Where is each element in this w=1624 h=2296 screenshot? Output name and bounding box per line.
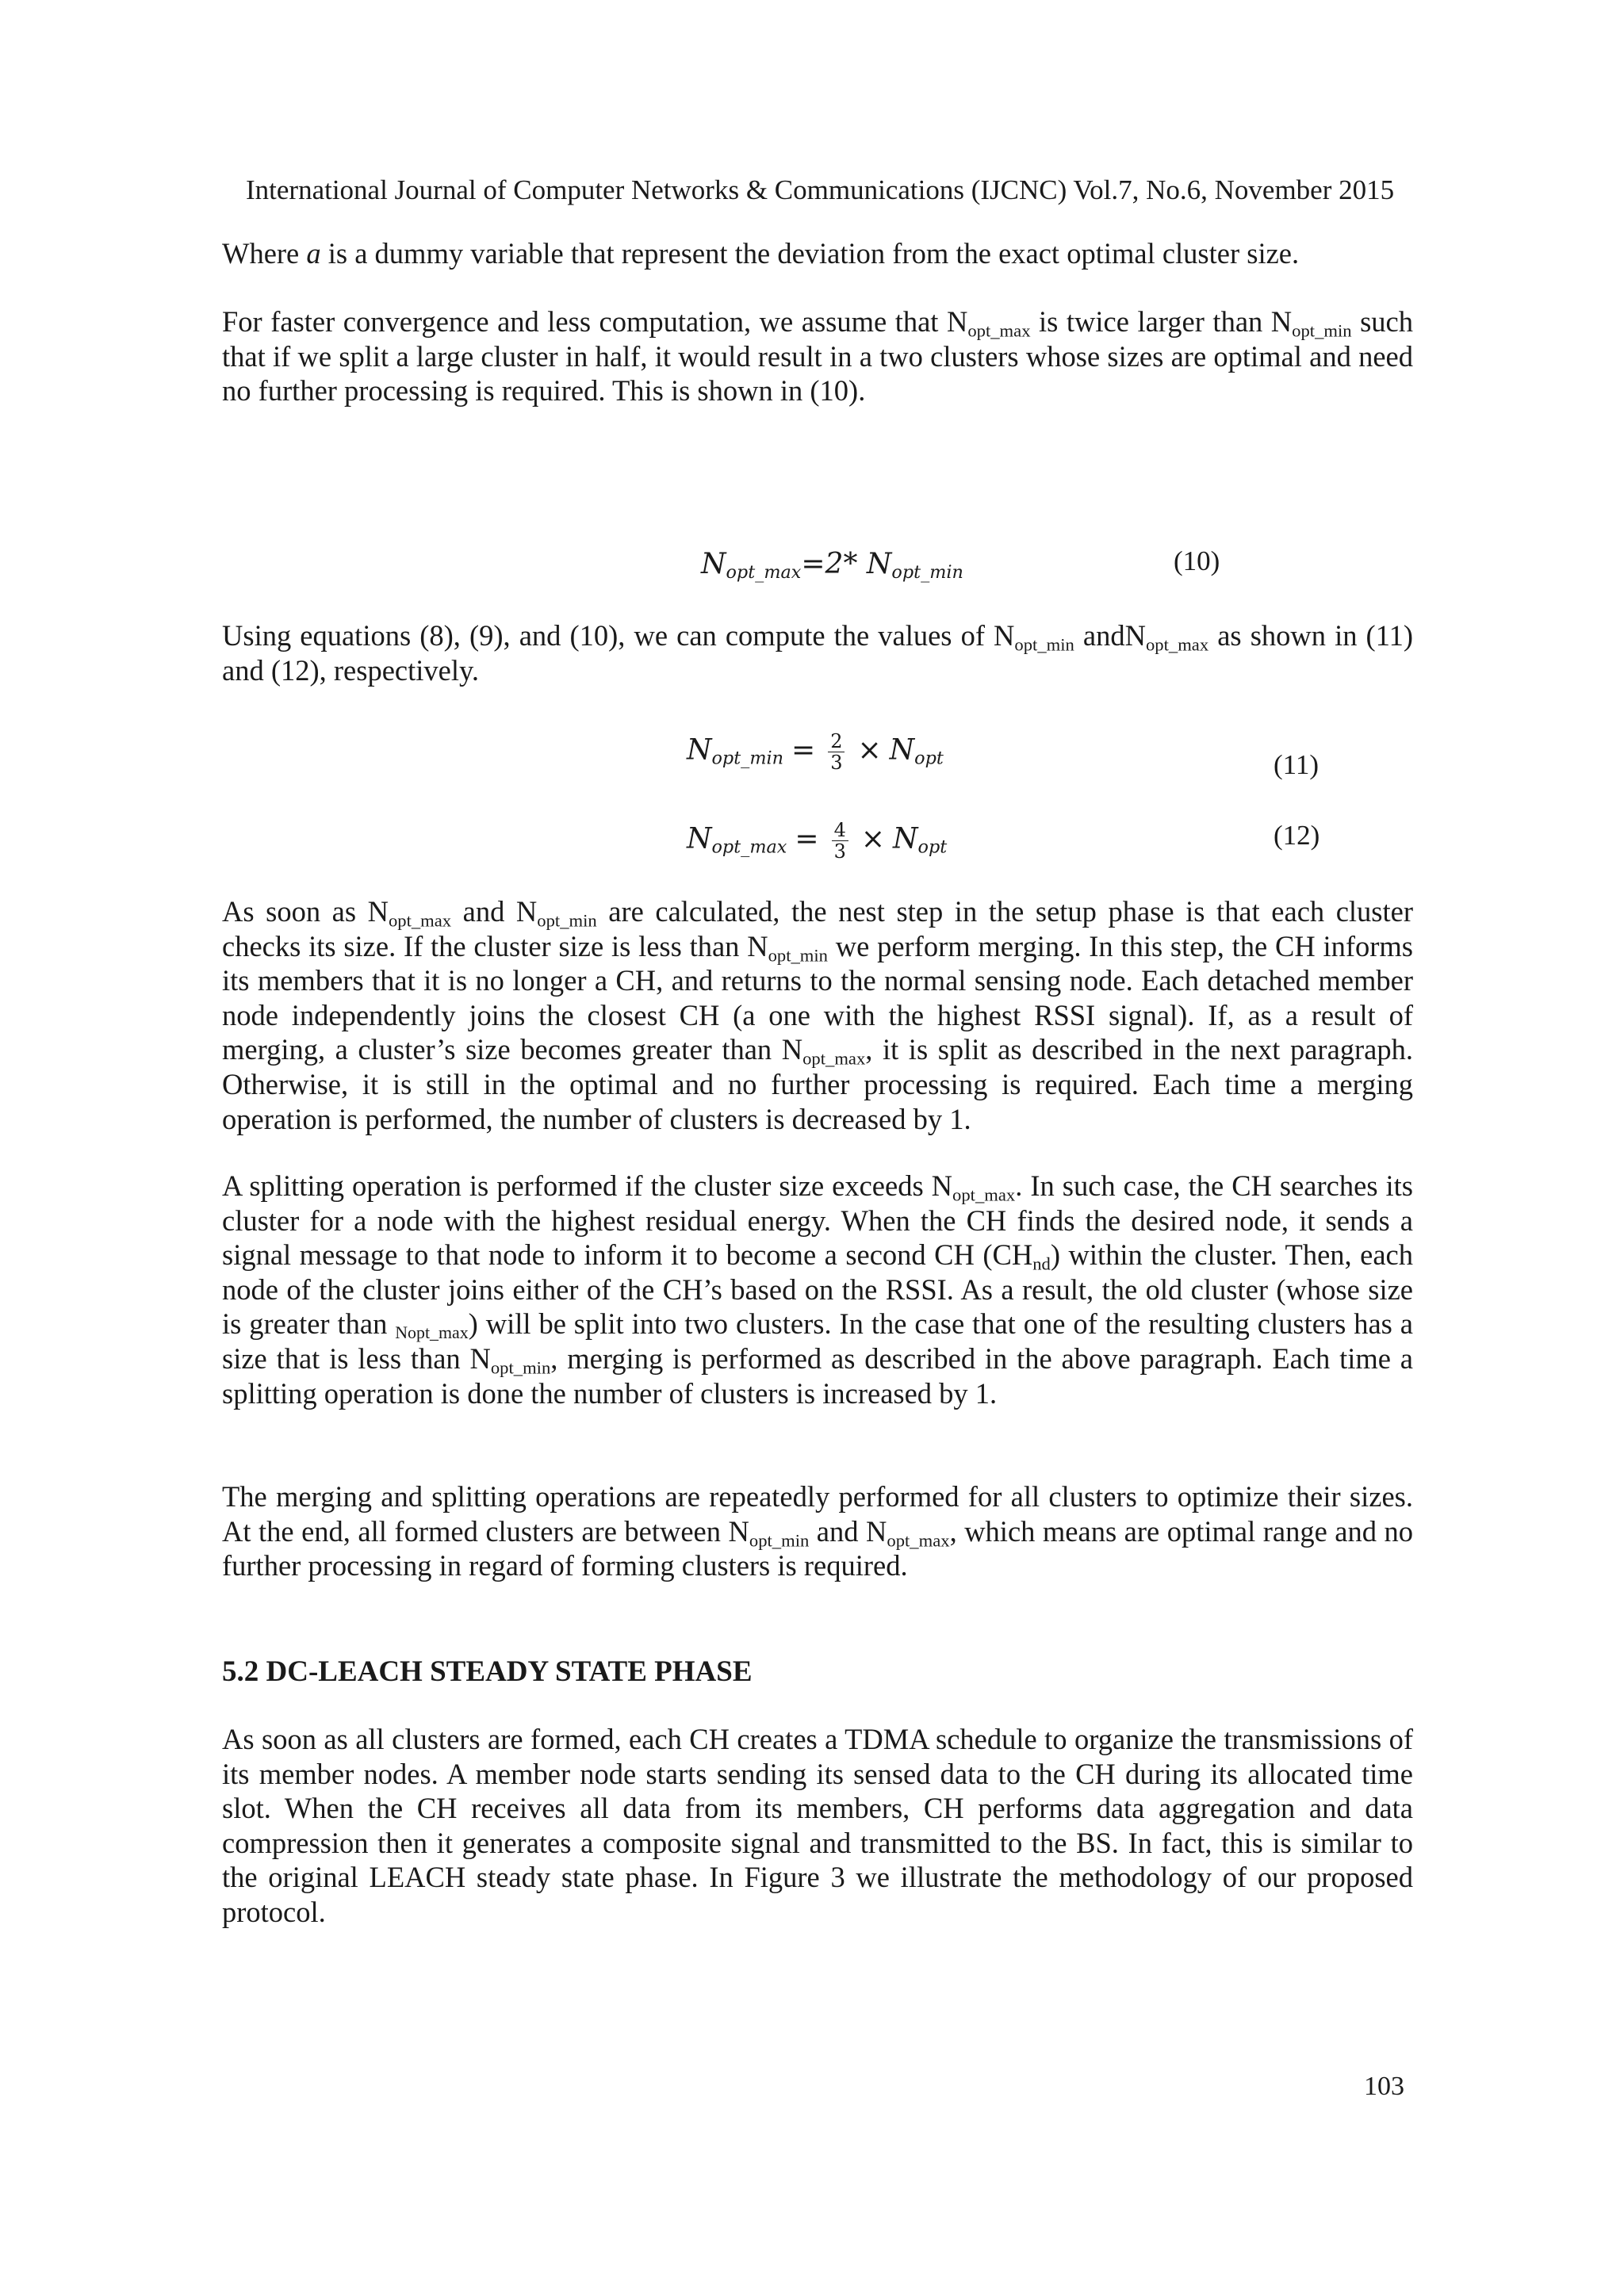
paragraph-compute-values: Using equations (8), (9), and (10), we can compute the values of $N_{opt\_min}$ andN$_{opt\_max}$ as shown in (11) and (12), respectively. <box>222 619 1413 687</box>
page-number: 103 <box>1364 2072 1404 2101</box>
equation-12: $N_{opt\_max}$ = $\frac{4}{3}$ × $N_{opt}$ <box>687 819 948 863</box>
variable-a: a <box>306 237 321 270</box>
paragraph-repeat-operations: The merging and splitting operations are repeatedly performed for all clusters to optimize their sizes. At the end, all formed clusters are between $N_{opt\_min}$ and $N_{opt\_max}$, which means are optimal range and no further processing in regard of forming clusters is required. <box>222 1480 1414 1582</box>
paragraph-convergence: For faster convergence and less computation, we assume that $N_{opt\_max}$ is twice larger than $N_{opt\_min}$ such that if we split a large cluster in half, it would result in a two clusters whose sizes are optimal and need no further processing is required. This is shown in (10). <box>222 305 1414 408</box>
equation-number-12: (12) <box>1274 820 1320 851</box>
equation-11: $N_{opt\_min}$ = $\frac{2}{3}$ × $N_{opt}$ <box>687 730 944 774</box>
paragraph-splitting: A splitting operation is performed if the cluster size exceeds $N_{opt\_max}$. In such case, the CH searches its cluster for a node with the highest residual energy. When the CH finds the desired node, it sends a signal message to that node to inform it to become a second CH $(CH_{nd})$ within the cluster. Then, each node of the cluster joins either of the CH’s based on the RSSI. As a result, the old cluster (whose size is greater than $_{Nopt\_max}$) will be split into two clusters. In the case that one of the resulting clusters has a size that is less than $N_{opt\_min}$, merging is performed as described in the above paragraph. Each time a splitting operation is done the number of clusters is increased by 1. <box>222 1169 1414 1410</box>
paragraph-dummy-variable: Where a is a dummy variable that represent the deviation from the exact optimal cluster size. <box>222 237 1300 270</box>
fraction-2-3: $\frac{2}{3}$ <box>828 731 845 773</box>
equation-10: $N_{opt\_max}=2*$ $N_{opt\_min}$ <box>701 548 963 584</box>
section-heading: 5.2 DC-LEACH STEADY STATE PHASE <box>222 1655 753 1688</box>
fraction-4-3: $\frac{4}{3}$ <box>832 820 848 862</box>
running-header: International Journal of Computer Networks & Communications (IJCNC) Vol.7, No.6, November 2015 <box>246 174 1395 205</box>
equation-number-10: (10) <box>1174 545 1220 576</box>
equation-number-11: (11) <box>1274 749 1320 780</box>
paragraph-merging: As soon as $N_{opt\_max}$ and $N_{opt\_min}$ are calculated, the nest step in the setup phase is that each cluster checks its size. If the cluster size is less than $N_{opt\_min}$ we perform merging. In this step, the CH informs its members that it is no longer a CH, and returns to the normal sensing node. Each detached member node independently joins the closest CH (a one with the highest RSSI signal). If, as a result of merging, a cluster’s size becomes greater than $N_{opt\_max}$, it is split as described in the next paragraph. Otherwise, it is still in the optimal and no further processing is required. Each time a merging operation is performed, the number of clusters is decreased by 1. <box>222 895 1413 1135</box>
paragraph-steady-state: As soon as all clusters are formed, each CH creates a TDMA schedule to organize the transmissions of its member nodes. A member node starts sending its sensed data to the CH during its allocated time slot. When the CH receives all data from its members, CH performs data aggregation and data compression then it generates a composite signal and transmitted to the BS. In fact, this is similar to the original LEACH steady state phase. In Figure 3 we illustrate the methodology of our proposed protocol. <box>222 1723 1413 1928</box>
